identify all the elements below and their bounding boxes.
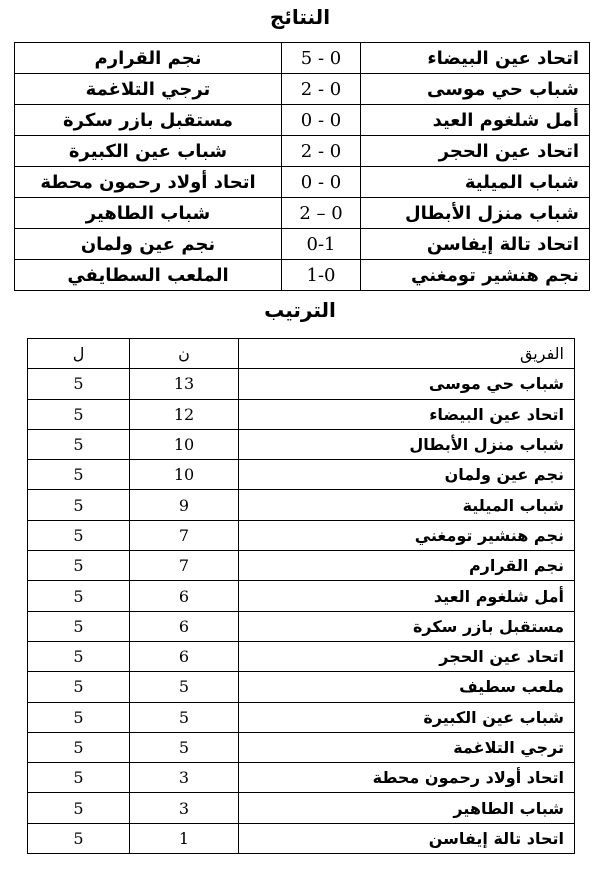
played-cell: 5 — [28, 520, 130, 550]
played-cell: 5 — [28, 732, 130, 762]
team-cell: مستقبل بازر سكرة — [239, 611, 575, 641]
standings-row — [28, 732, 575, 762]
home-team-cell: شباب الميلية — [361, 167, 590, 198]
standings-row — [28, 823, 575, 853]
standings-heading: الترتيب — [264, 298, 336, 322]
results-table — [14, 42, 590, 291]
team-cell: شباب منزل الأبطال — [239, 429, 575, 459]
score-cell: 1-0 — [282, 260, 361, 291]
standings-row — [28, 399, 575, 429]
away-team-cell: مستقبل بازر سكرة — [15, 105, 282, 136]
away-team-cell: ترجي التلاغمة — [15, 74, 282, 105]
team-cell: شباب حي موسى — [239, 369, 575, 399]
match-row — [15, 198, 590, 229]
match-row — [15, 260, 590, 291]
points-cell: 12 — [130, 399, 239, 429]
home-team-cell: شباب منزل الأبطال — [361, 198, 590, 229]
team-cell: شباب الطاهير — [239, 793, 575, 823]
score-cell: 0 - 0 — [282, 105, 361, 136]
standings-row — [28, 460, 575, 490]
standings-row — [28, 581, 575, 611]
played-cell: 5 — [28, 672, 130, 702]
team-cell: أمل شلغوم العيد — [239, 581, 575, 611]
points-cell: 10 — [130, 460, 239, 490]
played-cell: 5 — [28, 641, 130, 671]
points-cell: 6 — [130, 641, 239, 671]
points-cell: 3 — [130, 793, 239, 823]
team-cell: نجم هنشير تومغني — [239, 520, 575, 550]
match-row — [15, 229, 590, 260]
points-cell: 5 — [130, 732, 239, 762]
match-row — [15, 105, 590, 136]
played-cell: 5 — [28, 702, 130, 732]
team-cell: نجم القرارم — [239, 551, 575, 581]
standings-row — [28, 641, 575, 671]
standings-row — [28, 429, 575, 459]
standings-row — [28, 611, 575, 641]
team-column-header: الفريق — [239, 339, 575, 369]
away-team-cell: اتحاد أولاد رحمون محطة — [15, 167, 282, 198]
standings-row — [28, 793, 575, 823]
score-cell: 0-1 — [282, 229, 361, 260]
played-cell: 5 — [28, 460, 130, 490]
away-team-cell: شباب عين الكبيرة — [15, 136, 282, 167]
points-cell: 5 — [130, 702, 239, 732]
home-team-cell: اتحاد عين البيضاء — [361, 43, 590, 74]
team-cell: شباب الميلية — [239, 490, 575, 520]
score-cell: 5 - 0 — [282, 43, 361, 74]
points-cell: 7 — [130, 520, 239, 550]
home-team-cell: شباب حي موسى — [361, 74, 590, 105]
played-cell: 5 — [28, 399, 130, 429]
standings-row — [28, 763, 575, 793]
team-cell: اتحاد عين الحجر — [239, 641, 575, 671]
match-row — [15, 74, 590, 105]
standings-table — [27, 338, 575, 854]
team-cell: اتحاد تالة إيفاسن — [239, 823, 575, 853]
played-cell: 5 — [28, 429, 130, 459]
points-column-header: ن — [130, 339, 239, 369]
away-team-cell: نجم عين ولمان — [15, 229, 282, 260]
score-cell: 0 - 0 — [282, 167, 361, 198]
points-cell: 10 — [130, 429, 239, 459]
played-cell: 5 — [28, 611, 130, 641]
played-cell: 5 — [28, 369, 130, 399]
match-row — [15, 43, 590, 74]
team-cell: نجم عين ولمان — [239, 460, 575, 490]
match-row — [15, 167, 590, 198]
standings-row — [28, 551, 575, 581]
away-team-cell: شباب الطاهير — [15, 198, 282, 229]
team-cell: اتحاد عين البيضاء — [239, 399, 575, 429]
score-cell: 2 - 0 — [282, 136, 361, 167]
away-team-cell: نجم القرارم — [15, 43, 282, 74]
home-team-cell: اتحاد عين الحجر — [361, 136, 590, 167]
team-cell: اتحاد أولاد رحمون محطة — [239, 763, 575, 793]
team-cell: شباب عين الكبيرة — [239, 702, 575, 732]
points-cell: 1 — [130, 823, 239, 853]
played-cell: 5 — [28, 551, 130, 581]
team-cell: ملعب سطيف — [239, 672, 575, 702]
played-cell: 5 — [28, 763, 130, 793]
home-team-cell: اتحاد تالة إيفاسن — [361, 229, 590, 260]
points-cell: 13 — [130, 369, 239, 399]
points-cell: 9 — [130, 490, 239, 520]
points-cell: 7 — [130, 551, 239, 581]
away-team-cell: الملعب السطايفي — [15, 260, 282, 291]
home-team-cell: أمل شلغوم العيد — [361, 105, 590, 136]
played-column-header: ل — [28, 339, 130, 369]
results-heading: النتائج — [269, 5, 331, 29]
points-cell: 6 — [130, 581, 239, 611]
home-team-cell: نجم هنشير تومغني — [361, 260, 590, 291]
standings-row — [28, 490, 575, 520]
team-cell: ترجي التلاغمة — [239, 732, 575, 762]
standings-row — [28, 369, 575, 399]
match-row — [15, 136, 590, 167]
score-cell: 2 - 0 — [282, 74, 361, 105]
played-cell: 5 — [28, 490, 130, 520]
points-cell: 6 — [130, 611, 239, 641]
played-cell: 5 — [28, 581, 130, 611]
points-cell: 3 — [130, 763, 239, 793]
points-cell: 5 — [130, 672, 239, 702]
standings-row — [28, 520, 575, 550]
score-cell: 2 – 0 — [282, 198, 361, 229]
standings-row — [28, 702, 575, 732]
standings-header-row — [28, 339, 575, 369]
played-cell: 5 — [28, 793, 130, 823]
standings-row — [28, 672, 575, 702]
played-cell: 5 — [28, 823, 130, 853]
